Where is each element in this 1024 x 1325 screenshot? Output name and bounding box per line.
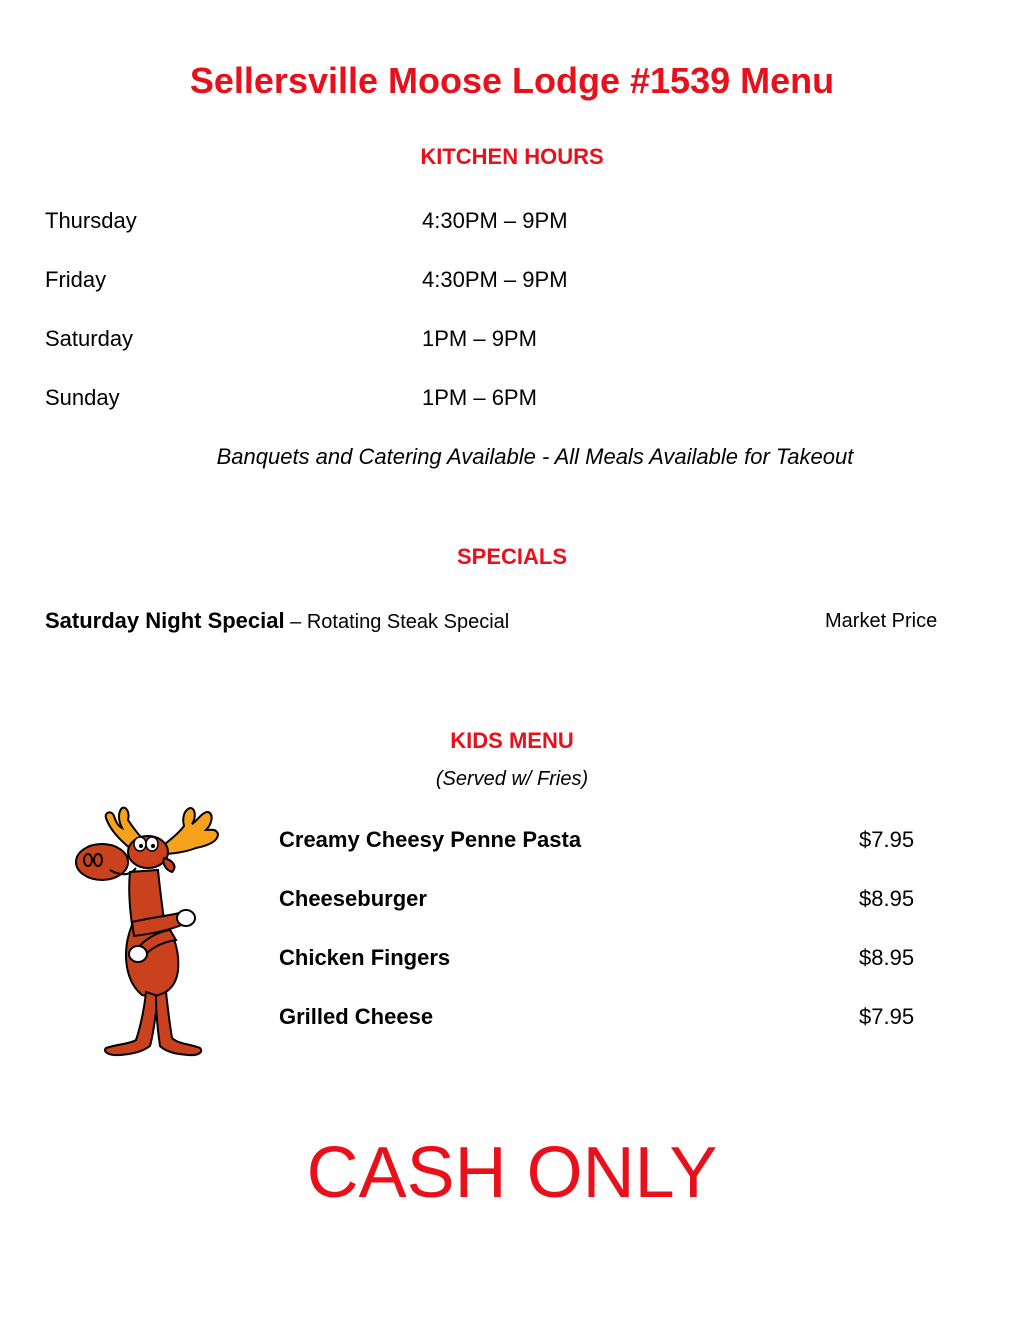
special-item-price: Market Price: [825, 610, 938, 632]
special-item: [45, 608, 509, 634]
kids-item-name: Grilled Cheese: [279, 1004, 434, 1029]
hours-day-friday: Friday: [45, 267, 107, 292]
cash-only-notice: CASH ONLY: [306, 1133, 718, 1213]
hours-time-saturday: 1PM – 9PM: [422, 326, 537, 351]
hours-time-sunday: 1PM – 6PM: [422, 385, 537, 410]
kids-item-price: $8.95: [859, 886, 915, 911]
hours-day-thursday: Thursday: [45, 208, 137, 233]
kids-menu-subheading: (Served w/ Fries): [435, 768, 589, 790]
page-title: Sellersville Moose Lodge #1539 Menu: [189, 60, 835, 101]
hours-time-thursday: 4:30PM – 9PM: [422, 208, 568, 233]
moose-mascot-illustration: [60, 800, 230, 1065]
kids-item-name: Chicken Fingers: [279, 945, 451, 970]
kids-menu-heading: KIDS MENU: [450, 728, 574, 753]
hours-time-friday: 4:30PM – 9PM: [422, 267, 568, 292]
kids-item-name: Cheeseburger: [279, 886, 427, 911]
kids-item-price: $8.95: [859, 945, 915, 970]
special-item-name: Saturday Night Special: [45, 608, 285, 633]
kids-item-price: $7.95: [859, 827, 915, 852]
hours-day-sunday: Sunday: [45, 385, 120, 410]
specials-heading: SPECIALS: [456, 544, 568, 569]
banquets-note: Banquets and Catering Available - All Meals Available for Takeout: [216, 444, 854, 469]
kids-item-name: Creamy Cheesy Penne Pasta: [279, 827, 582, 852]
kids-item-price: $7.95: [859, 1004, 915, 1029]
hours-day-saturday: Saturday: [45, 326, 134, 351]
kitchen-hours-heading: KITCHEN HOURS: [420, 144, 604, 169]
special-item-description: – Rotating Steak Special: [284, 611, 510, 633]
